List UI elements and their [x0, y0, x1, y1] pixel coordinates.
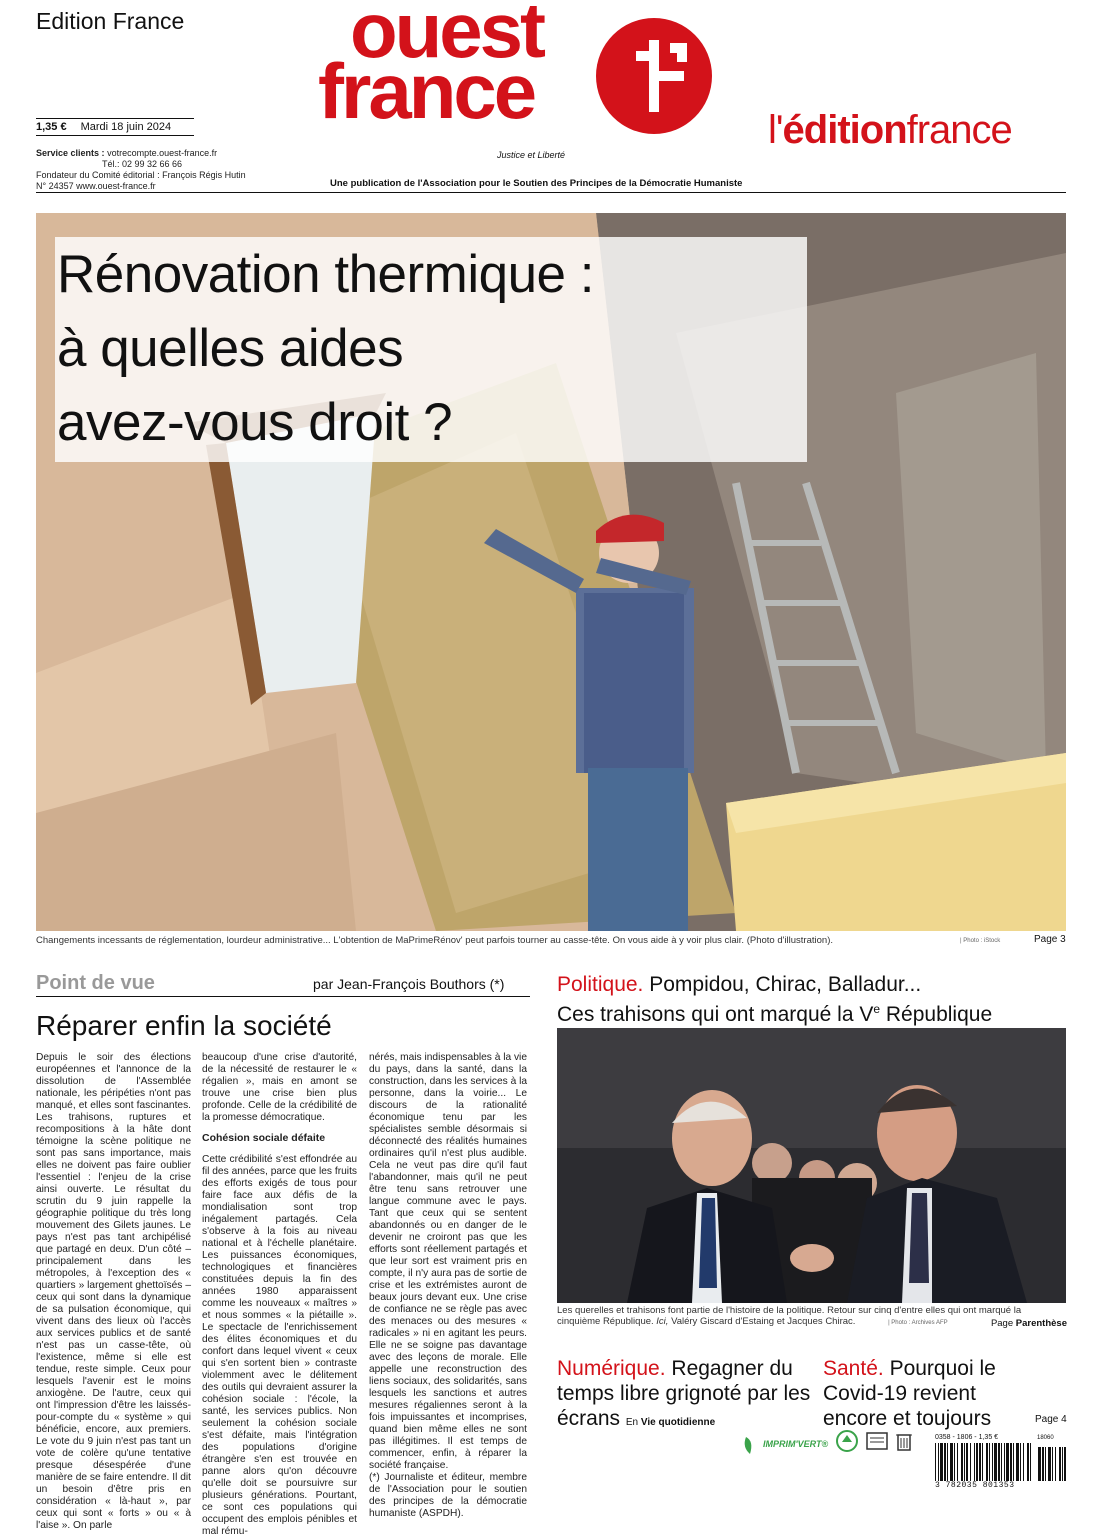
barcode-bar [1016, 1443, 1019, 1481]
politique-headline[interactable] [557, 972, 1077, 1027]
opinion-divider [36, 996, 530, 997]
opinion-text-1: Depuis le soir des élections européennes et l'annonce de la dissolution de l'Assemblée nationale, les péripéties n'ont pas manqué, et elles sont fascinantes. Les trahisons, ruptures et recompositions à la hâte dont témoigne la scène politique ne sont pas sans importance, mais elles ne doivent pas faire oublier l'essentiel : l'enjeu de la crise ainsi ouverte. Le résultat du scrutin du 9 juin rappelle la géographie politique du très long mouvement des Gilets jaunes. Le pays n'est pas tant archipélisé que partagé en deux. D'un côté – principalement dans les métropoles, à l'exception des « quartiers » largement ghettoïsés – ceux qui sont dans la dynamique de sa pulsation économique, qui vivent dans des lieux où l'accès aux services publics et de santé n'est pas un casse-tête, où l'existence, même si elle est tendue, reste simple. Ceux pour lesquels l'avenir est le moins anxiogène. De l'autre, ceux qui ont l'impression d'être les laissés-pour-compte du « système » qui bénéficie, encore, aux premiers. Le vote du 9 juin n'est pas tant un vote de colère qu'une tentative presque désespérée d'une manière de se faire entendre. Il dit un besoin d'être pris en considération « là-haut », par ceux qui sont « forts » ou « à l'aise ». On parle [36, 1052, 191, 1531]
numerique-rubric: Numérique. [557, 1357, 666, 1380]
barcode-digits: 3 782035 801353 [935, 1481, 1015, 1490]
barcode-bar [989, 1443, 990, 1481]
barcode-bar [1006, 1443, 1009, 1481]
hero-caption: Changements incessants de réglementation, lourdeur administrative... L'obtention de MaPrimeRénov' peut parfois tourner au casse-tête. On vous aide à y voir plus clair. (Photo d'illustration). [36, 935, 833, 946]
barcode-bar [994, 1443, 997, 1481]
issue-date: Mardi 18 juin 2024 [80, 121, 172, 133]
barcode-addon-bar [1052, 1447, 1053, 1481]
politique-credit: | Photo : Archives AFP [888, 1320, 948, 1326]
sante-page-ref[interactable]: Page 4 [1035, 1414, 1067, 1425]
barcode-top-text: 0358 - 1806 - 1,35 € [935, 1434, 999, 1441]
main-headline[interactable] [57, 238, 594, 460]
barcode-bar [986, 1443, 988, 1481]
opinion-text-2b: Cette crédibilité s'est effondrée au fil des années, parce que les fruits des efforts exigés de tous pour faire face aux défis de la mondialisation sont trop inégalement partagés. Cela s'observe à la fois au niveau national et à l'échelle planétaire. Les puissances économiques, technologiques et financières constituées depuis la fin des années 1980 apparaissent comme les nouveaux « maîtres » et nous sommes « la piétaille ». Le spectacle de l'enrichissement des élites économiques et du confort dans lequel vivent « ceux qui s'en sortent bien » contraste violemment avec le délitement des outils qui devraient assurer la cohésion sociale : l'école, la santé, les services publics. Non seulement la cohésion sociale s'est défaite, mais l'intégration des populations d'origine étrangère s'en est trouvée en panne alors qu'on découvre qu'elle doit se poursuivre sur plusieurs générations. Pourtant, ce sont ces populations qui occupent des emplois pénibles et mal rému- [202, 1154, 357, 1537]
opinion-column-1 [36, 1052, 191, 1532]
issue-web: N° 24357 www.ouest-france.fr [36, 181, 156, 191]
barcode-bar [940, 1443, 943, 1481]
recycle-icon [836, 1430, 858, 1457]
ouest-france-logo [318, 0, 544, 135]
opinion-column-3 [369, 1052, 527, 1520]
service-email[interactable]: votrecompte.ouest-france.fr [107, 148, 218, 158]
barcode-bar [957, 1443, 958, 1481]
service-tel: Tél.: 02 99 32 66 66 [102, 159, 183, 169]
paper-icon [866, 1432, 888, 1455]
politique-rubric: Politique. [557, 973, 644, 996]
hero-page-ref[interactable]: Page 3 [1034, 934, 1066, 945]
barcode-bar [935, 1443, 936, 1481]
barcode-addon-bar [1045, 1447, 1046, 1481]
opinion-title[interactable]: Réparer enfin la société [36, 1010, 332, 1041]
politique-title-sup: e [873, 1002, 881, 1016]
barcode-bar [947, 1443, 948, 1481]
barcode-bar [1001, 1443, 1002, 1481]
footer-logos [740, 1430, 912, 1457]
opinion-author-note: (*) Journaliste et éditeur, membre de l'Association pour le soutien des principes de la démocratie humaniste (ASPDH). [369, 1472, 527, 1519]
numerique-section-prefix: En [625, 1417, 641, 1428]
bin-icon [896, 1431, 912, 1456]
barcode-bar [964, 1443, 965, 1481]
opinion-column-2 [202, 1052, 357, 1538]
opinion-label: Point de vue [36, 972, 155, 994]
opinion-text-2a: beaucoup d'une crise d'autorité, de la nécessité de restaurer le « régalien », mais en amont se trouve une crise bien plus profonde. Celle de la crédibilité de la promesse démocratique. [202, 1052, 357, 1123]
barcode-addon-bar [1055, 1447, 1056, 1481]
sante-headline[interactable] [823, 1356, 1043, 1431]
barcode-bar [970, 1443, 971, 1481]
barcode-bar [1023, 1443, 1024, 1481]
politique-caption-a: Les querelles et trahisons font partie de l'histoire de la politique. Retour sur cinq d'entre elles qui ont marqué la cinquième République. [557, 1305, 1022, 1327]
barcode-bar [966, 1443, 968, 1481]
politique-photo[interactable] [557, 1028, 1066, 1303]
brand-bold: édition [782, 108, 907, 152]
hero-credit: | Photo : iStock [960, 938, 1001, 944]
barcode-addon-bar [1042, 1447, 1044, 1481]
edition-label: Edition France [36, 8, 185, 34]
politique-page-name: Parenthèse [1015, 1318, 1067, 1329]
politique-title-1: Pompidou, Chirac, Balladur... [649, 973, 922, 996]
barcode-bar [992, 1443, 993, 1481]
barcode-addon-bar [1038, 1447, 1041, 1481]
opinion-subhead: Cohésion sociale défaite [202, 1132, 326, 1144]
politique-title-2b: République [880, 1003, 993, 1026]
barcode-bar [1020, 1443, 1021, 1481]
motto: Justice et Liberté [497, 150, 566, 160]
price: 1,35 € [36, 121, 67, 133]
barcode-addon-bar [1059, 1447, 1061, 1481]
barcode-bar [1004, 1443, 1005, 1481]
politique-page-prefix: Page [990, 1318, 1016, 1329]
barcode-addon-bar [1062, 1447, 1063, 1481]
logo-line-1: ouest [350, 0, 544, 74]
service-info [36, 148, 286, 192]
politique-page-ref[interactable] [987, 1318, 1067, 1329]
headline-line-3: avez-vous droit ? [57, 393, 453, 452]
opinion-text-3: nérés, mais indispensables à la vie du pays, dans la santé, dans la construction, dans les services à la personne, dans la voirie... Le discours de la rationalité économique tenu par les spécialistes semble désormais si déconnecté des réalités humaines ordinaires qu'il n'est plus audible. Cela ne veut pas dire qu'il faut l'abandonner, mais qu'il ne peut être tenu sans retrouver une langue commune avec le pays. Tant que ceux qui se sentent abandonnés ou en danger de le devenir ne croiront pas que les efforts sont réellement partagés et que leur sort est vraiment pris en compte, il n'y aura pas de sortie de crise et les extrémistes auront de beaux jours devant eux. Une crise de confiance ne se règle pas avec des menaces ou des mesures « radicales » ni en agitant les peurs. Elle ne se soigne pas davantage avec des leçons de morale. Elle appelle une reconstruction des liens sociaux, des solidarités, sans lesquels les sanctions et autres mesures régaliennes seront à la fois impuissantes et incomprises, quand bien même elles ne sont pas illégitimes. Il est temps de commencer, enfin, à réparer la société française. [369, 1052, 527, 1471]
numerique-headline[interactable] [557, 1356, 817, 1435]
barcode-bar [1010, 1443, 1012, 1481]
barcode-bar [961, 1443, 963, 1481]
barcode-bar [982, 1443, 983, 1481]
service-label: Service clients : [36, 148, 105, 158]
barcode-bar [974, 1443, 975, 1481]
publication-line: Une publication de l'Association pour le Soutien des Principes de la Démocratie Humaniste [330, 178, 743, 189]
barcode-addon-bar [1048, 1447, 1051, 1481]
brand-suffix: france [906, 108, 1012, 152]
barcode-bar [1013, 1443, 1014, 1481]
barcode-bar [1027, 1443, 1029, 1481]
politique-caption [557, 1305, 1067, 1329]
barcode-bar [976, 1443, 978, 1481]
sante-title: Pourquoi le Covid-19 revient encore et toujours [823, 1357, 996, 1430]
founder: Fondateur du Comité éditorial : François Régis Hutin [36, 170, 246, 180]
barcode-addon-bar [1064, 1447, 1066, 1481]
opinion-author: par Jean-François Bouthors (*) [313, 976, 505, 992]
logo-line-2: france [318, 46, 535, 135]
barcode-bar [954, 1443, 955, 1481]
imprimvert-icon [740, 1433, 828, 1455]
header-divider [36, 192, 1066, 193]
politique-caption-ici: Ici, [656, 1316, 669, 1327]
edition-brand [768, 108, 1012, 153]
barcode-bar [998, 1443, 1000, 1481]
numerique-section [626, 1417, 715, 1428]
logo-emblem-icon [596, 18, 712, 134]
barcode-bar [979, 1443, 981, 1481]
price-date-line [36, 118, 194, 136]
barcode-addon: 18060 [1037, 1435, 1054, 1441]
numerique-section-name: Vie quotidienne [640, 1417, 716, 1428]
headline-line-1: Rénovation thermique : [57, 245, 594, 304]
numerique-title: Regagner du temps libre grignoté par les écrans [557, 1357, 811, 1430]
sante-rubric: Santé. [823, 1357, 884, 1380]
barcode-bar [938, 1443, 939, 1481]
barcode-bar [950, 1443, 953, 1481]
barcode-bar [1030, 1443, 1031, 1481]
barcode-bar [944, 1443, 946, 1481]
politique-title-2a: Ces trahisons qui ont marqué la V [557, 1003, 874, 1026]
politique-caption-b: Valéry Giscard d'Estaing et Jacques Chirac. [671, 1316, 856, 1327]
headline-line-2: à quelles aides [57, 319, 404, 378]
brand-prefix: l' [768, 108, 783, 152]
imprimvert-text: IMPRIM'VERT® [763, 1438, 829, 1449]
